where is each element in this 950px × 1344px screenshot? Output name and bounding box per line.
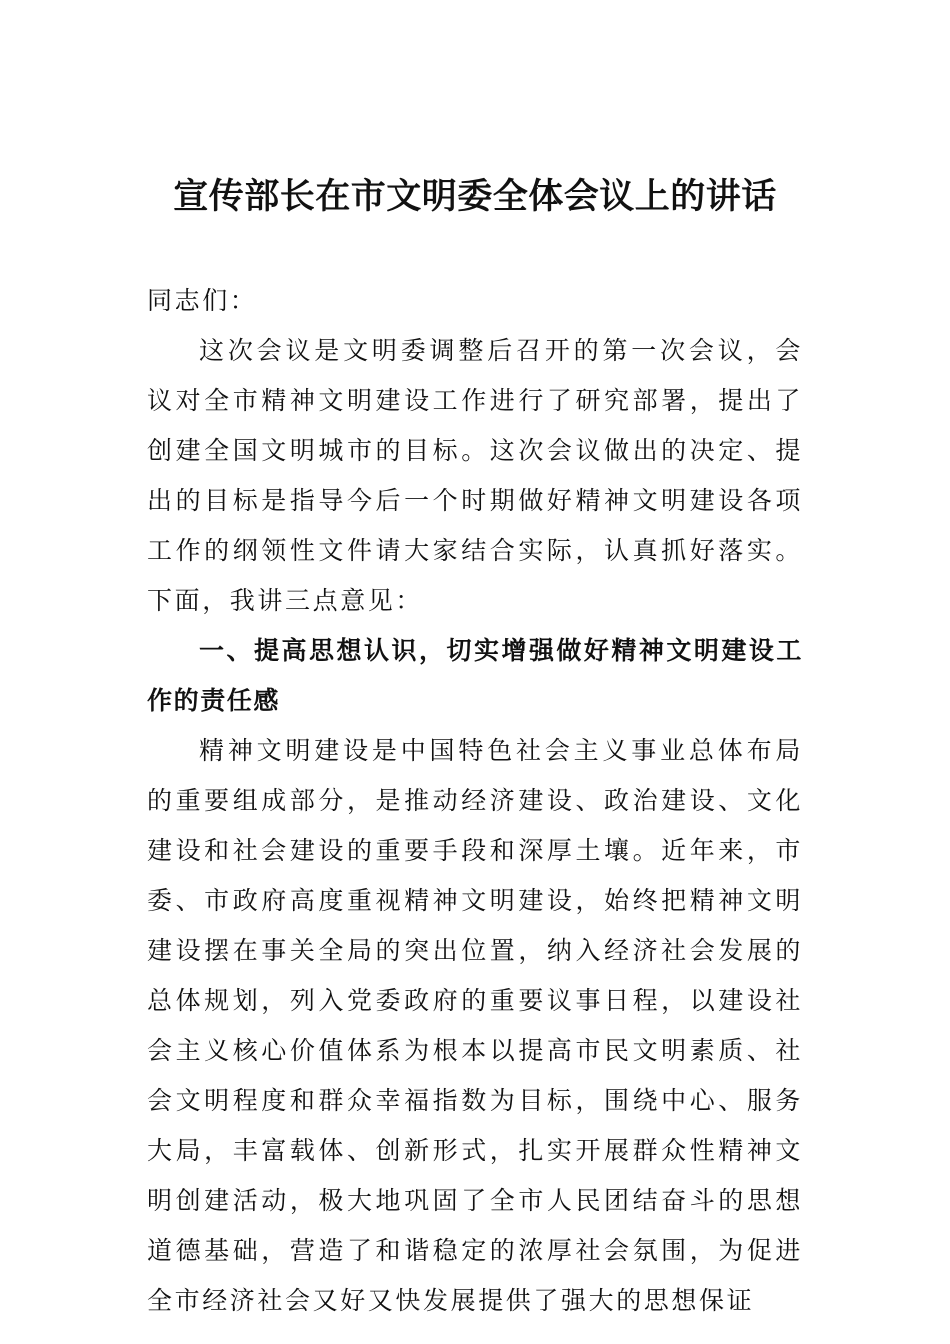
document-title: 宣传部长在市文明委全体会议上的讲话 [173, 176, 777, 217]
paragraph-section-1: 精神文明建设是中国特色社会主义事业总体布局的重要组成部分，是推动经济建设、政治建设、文化建设和社会建设的重要手段和深厚土壤。近年来，市委、市政府高度重视精神文明建设，始终把精神文明建设摆在事关全局的突出位置，纳入经济社会发展的总体规划，列入党委政府的重要议事日程，以建设社会主义核心价值体系为根本以提高市民文明素质、社会文明程度和群众幸福指数为目标，围绕中心、服务大局，丰富载体、创新形式，扎实开展群众性精神文明创建活动，极大地巩固了全市人民团结奋斗的思想道德基础，营造了和谐稳定的浓厚社会氛围，为促进全市经济社会又好又快发展提供了强大的思想保证 [147, 736, 803, 1315]
section-heading-1: 一、提高思想认识，切实增强做好精神文明建设工作的责任感 [147, 636, 803, 715]
document-body [147, 276, 803, 1326]
salutation: 同志们： [147, 286, 258, 315]
paragraph-intro: 这次会议是文明委调整后召开的第一次会议，会议对全市精神文明建设工作进行了研究部署，提出了创建全国文明城市的目标。这次会议做出的决定、提出的目标是指导今后一个时期做好精神文明建设各项工作的纲领性文件请大家结合实际，认真抓好落实。下面，我讲三点意见： [147, 336, 803, 615]
